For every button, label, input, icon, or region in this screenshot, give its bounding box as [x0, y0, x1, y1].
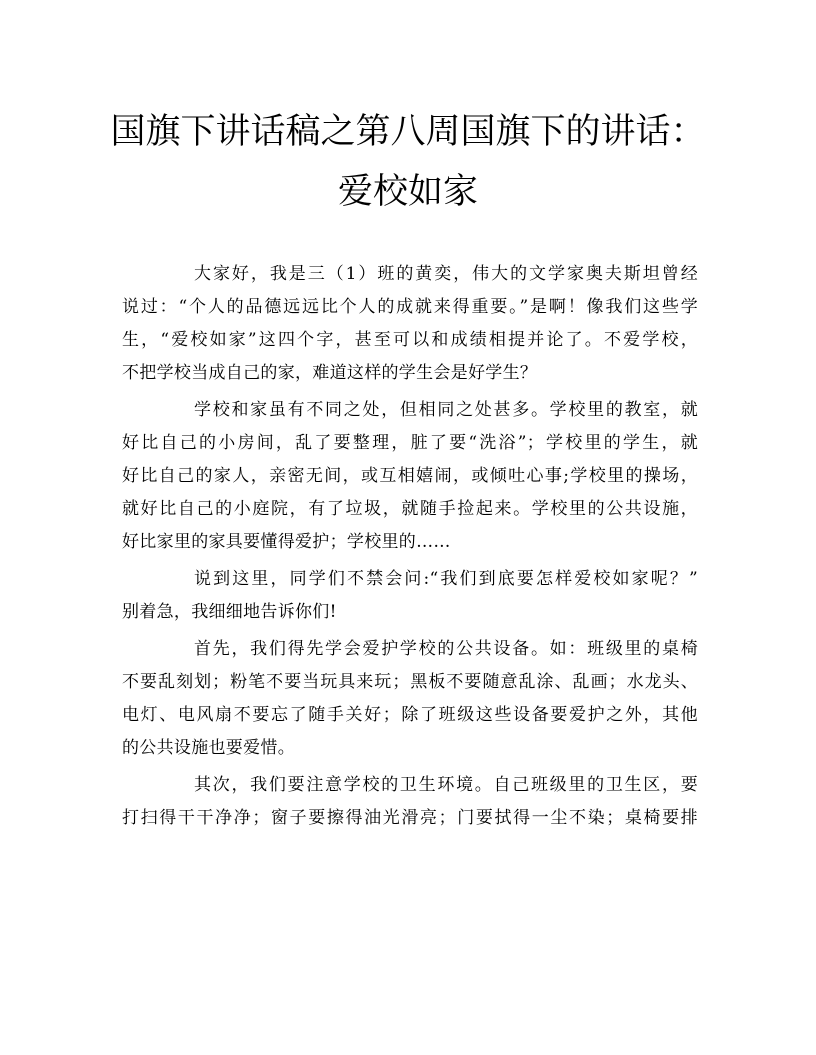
paragraph-line: 不把学校当成自己的家，难道这样的学生会是好学生？ — [122, 363, 538, 383]
page-title-line-1: 国旗下讲话稿之第八周国旗下的讲话： — [110, 112, 706, 152]
paragraph-2 — [122, 394, 698, 559]
paragraph-5 — [122, 769, 698, 835]
paragraph-4 — [122, 633, 698, 765]
paragraph-line: 大家好，我是三（1）班的黄奕，伟大的文学家奥夫斯坦曾经 — [194, 264, 698, 284]
paragraph-1 — [122, 258, 698, 390]
paragraph-line: 电灯、电风扇不要忘了随手关好；除了班级这些设备要爱护之外，其他 — [122, 705, 698, 725]
paragraph-line: 好比自己的小房间，乱了要整理，脏了要“洗浴”；学校里的学生，就 — [122, 433, 698, 453]
paragraph-line: 好比家里的家具要懂得爱护；学校里的…… — [122, 532, 451, 552]
paragraph-line: 首先，我们得先学会爱护学校的公共设备。如：班级里的桌椅 — [194, 639, 698, 659]
paragraph-line: 别着急，我细细地告诉你们! — [122, 602, 337, 622]
paragraph-line: 打扫得干干净净；窗子要擦得油光滑亮；门要拭得一尘不染；桌椅要排 — [122, 808, 698, 828]
paragraph-line: 不要乱刻划；粉笔不要当玩具来玩；黑板不要随意乱涂、乱画；水龙头、 — [122, 672, 698, 692]
page-title-line-2: 爱校如家 — [337, 172, 478, 212]
paragraph-line: 好比自己的家人，亲密无间，或互相嬉闹，或倾吐心事;学校里的操场， — [122, 466, 698, 486]
paragraph-line: 其次，我们要注意学校的卫生环境。自己班级里的卫生区，要 — [194, 775, 698, 795]
document-body — [122, 258, 698, 835]
paragraph-line: 的公共设施也要爱惜。 — [122, 738, 295, 758]
paragraph-3 — [122, 563, 698, 629]
paragraph-line: 就好比自己的小庭院，有了垃圾，就随手捡起来。学校里的公共设施， — [122, 499, 698, 519]
paragraph-line: 学校和家虽有不同之处，但相同之处甚多。学校里的教室，就 — [194, 400, 698, 420]
paragraph-line: 说过：“个人的品德远远比个人的成就来得重要。”是啊！像我们这些学 — [122, 297, 698, 317]
paragraph-line: 生，“爱校如家”这四个字，甚至可以和成绩相提并论了。不爱学校， — [122, 330, 698, 350]
paragraph-line: 说到这里，同学们不禁会问:“我们到底要怎样爱校如家呢？” — [194, 569, 698, 589]
